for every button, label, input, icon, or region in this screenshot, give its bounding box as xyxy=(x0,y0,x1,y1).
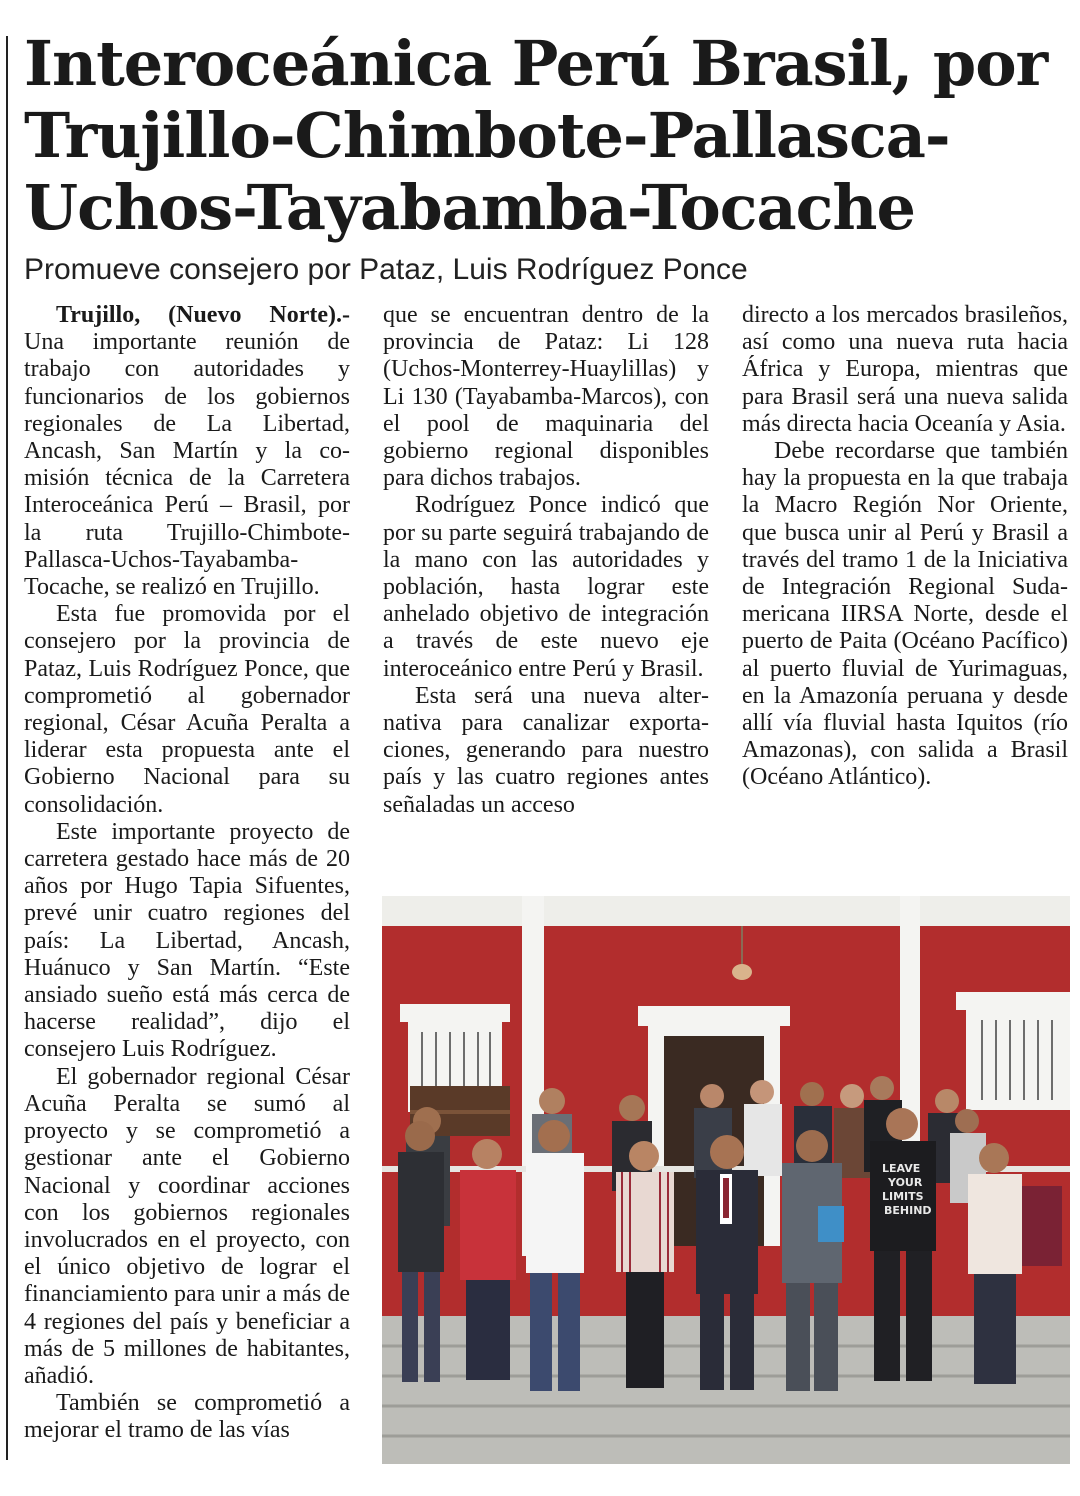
paragraph: Debe recordarse que también hay la propuesta en la que trabaja la Macro Región Nor Oriente, que busca unir al Perú y Brasil a través del tramo 1 de la Iniciativa de Integración Regional Sudamericana IIRSA Norte, desde el puerto de Paita (Océano Pacífico) al puerto fluvial de Yurimaguas, en la Amazonía peruana y desde allí vía fluvial hasta Iquitos (río Amazonas), con salida a Brasil (Océano Atlántico). xyxy=(742,438,1068,791)
paragraph: El gobernador regional César Acuña Peralta se sumó al proyecto y se comprometió a gestionar ante el Gobierno Nacional y coordinar acciones con los gobiernos regionales involucrados en el proyecto, con el único objetivo de lograr el financiamiento para unir a más de 4 regiones del país y beneficiar a más de 5 millones de habitantes, añadió. xyxy=(24,1063,350,1389)
shirt-text: YOUR xyxy=(888,1176,923,1189)
group-photo xyxy=(382,896,1070,1464)
shirt-text: BEHIND xyxy=(884,1204,932,1217)
article-column-2 xyxy=(383,302,709,819)
paragraph: Rodríguez Ponce indicó que por su parte seguirá trabajando de la mano con las autoridades y población, hasta lograr este anhelado objetivo de integración a través de este nuevo eje interoceánico entre Perú y Brasil. xyxy=(383,492,709,682)
article-subtitle: Promueve consejero por Pataz, Luis Rodríguez Ponce xyxy=(24,253,748,286)
shirt-text: LEAVE xyxy=(882,1162,921,1175)
window-cornice xyxy=(956,992,1070,1010)
door-cornice xyxy=(638,1006,790,1026)
jacket xyxy=(1022,1186,1062,1266)
folder xyxy=(818,1206,844,1242)
dateline: Trujillo, (Nuevo Norte).- xyxy=(56,302,350,328)
paragraph: También se comprometió a mejorar el tramo de las vías xyxy=(24,1390,350,1444)
paragraph: directo a los mercados brasileños, así como una nueva ruta hacia África y Europa, mientras que para Brasil será una nueva salida más directa hacia Oceanía y Asia. xyxy=(742,302,1068,437)
ceiling-band xyxy=(382,896,1070,926)
paragraph: que se encuentran dentro de la provincia de Pataz: Li 128 (Uchos-Monterrey-Huaylillas) y Li 130 (Tayabamba-Marcos), con el pool de maquinaria del gobierno regional disponibles para dichos trabajos. xyxy=(383,302,709,492)
paragraph: Este importante proyecto de carretera gestado hace más de 20 años por Hugo Tapia Sifuentes, prevé unir cuatro regiones del país: La Libertad, Ancash, Huánuco y San Martín. “Este ansiado sueño está más cerca de hacerse realidad”, dijo el consejero Luis Rodríguez. xyxy=(24,818,350,1063)
hanging-lamp xyxy=(732,964,752,980)
article-headline: Interoceánica Perú Brasil, por Trujillo-Chimbote-Pallasca-Uchos-Tayabamba-Tocache xyxy=(24,27,1048,244)
article-column-1 xyxy=(24,302,350,1445)
paragraph xyxy=(24,302,350,601)
paragraph-text: Una importante reunión de trabajo con autoridades y funcionarios de los gobiernos regionales de La Libertad, Ancash, San Martín y la comisión técnica de la Carretera Interoceánica Perú – Brasil, por la ruta Trujillo-Chimbote-Pallasca-Uchos-Tayabamba-Tocache, se realizó en Trujillo. xyxy=(24,329,350,601)
shirt-text: LIMITS xyxy=(882,1190,924,1203)
left-column-rule xyxy=(6,36,8,1460)
paragraph: Esta fue promovida por el consejero por la provincia de Pataz, Luis Rodríguez Ponce, que comprometió al gobernador regional, César Acuña Peralta a liderar esta propuesta ante el Gobierno Nacional para su consolidación. xyxy=(24,601,350,818)
window-cornice xyxy=(400,1004,510,1022)
group-photo-illustration xyxy=(382,896,1070,1464)
article-column-3 xyxy=(742,302,1068,792)
paragraph: Esta será una nueva alternativa para canalizar exportaciones, generando para nuestro país y las cuatro regiones antes señaladas un acceso xyxy=(383,682,709,818)
